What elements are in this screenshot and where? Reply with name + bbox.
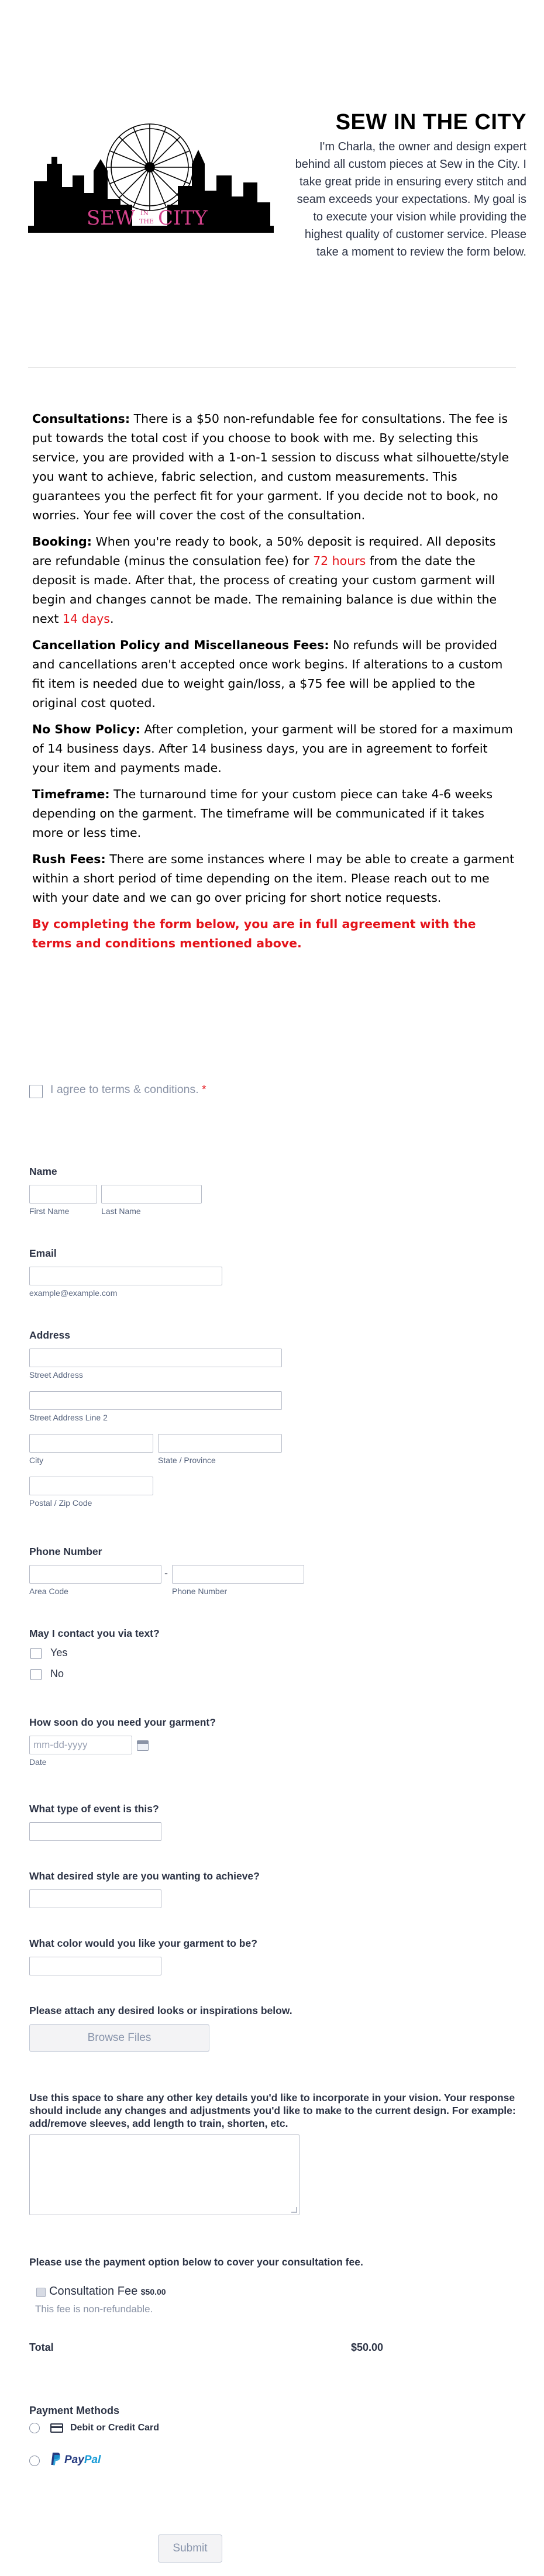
terms-consultations-title: Consultations: — [32, 412, 130, 426]
terms-noshow-text: After completion, your garment will be stored for a maximum of 14 business days. After 14 business days, you are in agreement to forfeit your item and payments made. — [32, 722, 513, 775]
zip-input[interactable] — [29, 1477, 153, 1495]
details-textarea[interactable] — [29, 2134, 299, 2215]
terms-booking-hours: 72 hours — [313, 554, 366, 568]
svg-text:THE: THE — [139, 218, 154, 225]
calendar-icon[interactable] — [137, 1740, 149, 1751]
contact-no-checkbox[interactable] — [30, 1669, 42, 1680]
city-input[interactable] — [29, 1434, 153, 1453]
area-code-sublabel: Area Code — [29, 1587, 68, 1596]
terms-rush-text: There are some instances where I may be able to create a garment within a short period of time depending on the item. Please reach out to me with your date and we can go over pricing for short notice requests. — [32, 852, 515, 905]
card-payment-label: Debit or Credit Card — [70, 2423, 160, 2433]
product-note: This fee is non-refundable. — [35, 2303, 153, 2315]
terms-cancellation-title: Cancellation Policy and Miscellaneous Fees: — [32, 638, 329, 652]
paypal-label-pal: Pal — [84, 2454, 101, 2466]
color-input[interactable] — [29, 1957, 161, 1975]
terms-agreement-warning: By completing the form below, you are in full agreement with the terms and conditions mentioned above. — [32, 917, 476, 950]
submit-button[interactable]: Submit — [158, 2534, 222, 2563]
product-price: $50.00 — [140, 2287, 166, 2296]
payment-methods-label: Payment Methods — [29, 2405, 120, 2416]
contact-yes-label: Yes — [50, 1647, 68, 1658]
payment-label: Please use the payment option below to cover your consultation fee. — [29, 2256, 363, 2268]
email-label: Email — [29, 1247, 57, 1259]
agree-terms-label — [50, 1083, 206, 1096]
terms-booking-text-1: When you're ready to book, a 50% deposit is required. All deposits are refundable (minus the consulation fee) for — [32, 534, 496, 568]
paypal-payment-radio[interactable] — [29, 2456, 40, 2466]
state-input[interactable] — [158, 1434, 282, 1453]
terms-cancellation-text: No refunds will be provided and cancellations aren't accepted once work begins. If alterations to a custom fit item is needed due to weight gain/loss, a $75 fee will be applied to the original cost quoted. — [32, 638, 503, 710]
svg-text:IN: IN — [140, 209, 149, 217]
card-payment-radio[interactable] — [29, 2423, 40, 2433]
style-input[interactable] — [29, 1889, 161, 1908]
contact-no-label: No — [50, 1668, 64, 1680]
terms-booking-text-3: . — [109, 612, 114, 626]
details-label: Use this space to share any other key details you'd like to incorporate in your vision. Your response should include any changes and adjustments you'd like to make to the current design. For example: add/remove sleeves, add length to train, shorten, etc. — [29, 2092, 516, 2129]
consultation-fee-product — [49, 2285, 166, 2298]
phone-number-sublabel: Phone Number — [172, 1587, 228, 1596]
date-label: How soon do you need your garment? — [29, 1716, 216, 1728]
state-sublabel: State / Province — [158, 1456, 216, 1465]
sew-in-the-city-logo — [28, 117, 274, 243]
terms-booking-title: Booking: — [32, 534, 92, 549]
header-divider — [28, 367, 516, 368]
intro-description: I'm Charla, the owner and design expert behind all custom pieces at Sew in the City. I take great pride in ensuring every stitch and seam exceeds your expectations. My goal is to execute your vision while providing the highest quality of customer service. Please take a moment to review the form below. — [295, 140, 526, 258]
terms-noshow-title: No Show Policy: — [32, 722, 140, 736]
required-mark: * — [202, 1083, 206, 1096]
product-name: Consultation Fee — [49, 2285, 138, 2298]
terms-cancellation — [32, 636, 518, 713]
first-name-sublabel: First Name — [29, 1206, 70, 1216]
terms-consultations-text: There is a $50 non-refundable fee for consultations. The fee is put towards the total cost if you choose to book with me. By selecting this service, you are provided with a 1-on-1 session to discuss what silhouette/style you want to achieve, fabric selection, and custom measurements. This guarantees you the perfect fit for your garment. If you decide not to book, no worries. Your fee will cover the cost of the consultation. — [32, 412, 509, 522]
zip-sublabel: Postal / Zip Code — [29, 1498, 92, 1508]
address-label: Address — [29, 1329, 71, 1341]
area-code-input[interactable] — [29, 1565, 161, 1584]
terms-consultations — [32, 409, 518, 525]
contact-yes-checkbox[interactable] — [30, 1648, 42, 1659]
total-value: $50.00 — [351, 2341, 384, 2353]
attach-label: Please attach any desired looks or inspirations below. — [29, 2005, 292, 2016]
credit-card-icon — [50, 2423, 63, 2433]
page-title: SEW IN THE CITY — [335, 110, 526, 135]
terms-booking — [32, 532, 518, 629]
paypal-logo-icon — [50, 2452, 61, 2466]
street-address-input[interactable] — [29, 1349, 282, 1367]
contact-text-label: May I contact you via text? — [29, 1627, 160, 1639]
color-label: What color would you like your garment to be? — [29, 1937, 257, 1949]
email-sublabel: example@example.com — [29, 1288, 118, 1298]
terms-timeframe-text: The turnaround time for your custom piece can take 4-6 weeks depending on the garment. The timeframe will be communicated if it takes more or less time. — [32, 787, 493, 840]
agree-terms-text: I agree to terms & conditions. — [50, 1083, 199, 1096]
terms-timeframe-title: Timeframe: — [32, 787, 110, 801]
paypal-p-icon — [50, 2452, 61, 2466]
svg-text:SEW: SEW — [87, 206, 136, 230]
name-label: Name — [29, 1165, 57, 1177]
consultation-fee-checkbox[interactable] — [36, 2288, 46, 2297]
street-address-line2-input[interactable] — [29, 1391, 282, 1410]
phone-label: Phone Number — [29, 1546, 102, 1557]
terms-booking-text-2: from the date the deposit is made. After that, the process of creating your custom garment will begin and changes cannot be made. The remaining balance is due within the next — [32, 554, 497, 626]
date-input[interactable]: mm-dd-yyyy — [29, 1736, 132, 1754]
terms-timeframe — [32, 785, 518, 843]
svg-text:CITY: CITY — [158, 206, 208, 230]
last-name-sublabel: Last Name — [101, 1206, 141, 1216]
phone-dash: - — [164, 1567, 168, 1579]
city-skyline-logo-icon — [28, 117, 274, 243]
event-type-label: What type of event is this? — [29, 1803, 159, 1815]
terms-rush — [32, 850, 518, 908]
last-name-input[interactable] — [101, 1185, 202, 1203]
terms-section — [32, 409, 518, 953]
city-sublabel: City — [29, 1456, 44, 1465]
total-label: Total — [29, 2341, 54, 2353]
street-address-sublabel: Street Address — [29, 1370, 83, 1380]
phone-number-input[interactable] — [172, 1565, 304, 1584]
agree-terms-checkbox[interactable] — [29, 1085, 43, 1098]
resize-handle-icon[interactable] — [291, 2207, 297, 2213]
style-label: What desired style are you wanting to achieve? — [29, 1870, 260, 1882]
paypal-label-pay: Pay — [64, 2454, 84, 2466]
event-type-input[interactable] — [29, 1822, 161, 1841]
terms-rush-title: Rush Fees: — [32, 852, 106, 866]
email-input[interactable] — [29, 1267, 222, 1285]
terms-booking-days: 14 days — [62, 612, 110, 626]
terms-noshow — [32, 720, 518, 778]
street-address-line2-sublabel: Street Address Line 2 — [29, 1413, 108, 1422]
first-name-input[interactable] — [29, 1185, 97, 1203]
browse-files-button[interactable]: Browse Files — [29, 2024, 209, 2052]
date-sublabel: Date — [29, 1757, 47, 1767]
paypal-label — [64, 2454, 101, 2467]
